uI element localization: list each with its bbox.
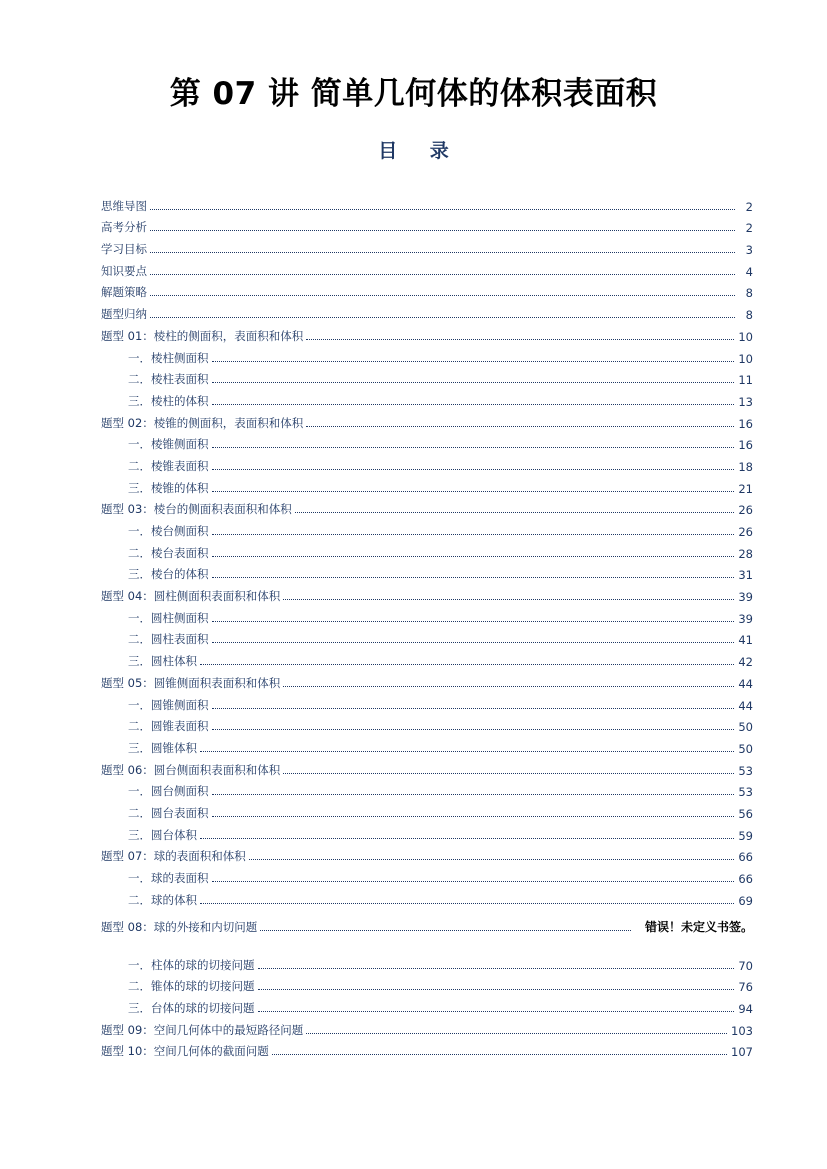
toc-entry[interactable] bbox=[101, 647, 753, 669]
toc-leader-dots bbox=[212, 881, 735, 882]
toc-entry-label[interactable]: 解题策略 bbox=[101, 285, 147, 300]
toc-leader-dots bbox=[212, 469, 735, 470]
toc-entry[interactable] bbox=[101, 300, 753, 322]
toc-entry-label[interactable]: 二．棱柱表面积 bbox=[128, 372, 209, 387]
toc-entry[interactable] bbox=[101, 864, 753, 886]
toc-entry[interactable] bbox=[101, 496, 753, 518]
toc-entry[interactable] bbox=[101, 994, 753, 1016]
toc-entry-page: 70 bbox=[738, 958, 753, 973]
toc-leader-dots bbox=[212, 708, 735, 709]
toc-entry[interactable] bbox=[101, 935, 753, 973]
toc-leader-dots bbox=[212, 534, 735, 535]
toc-entry[interactable] bbox=[101, 257, 753, 279]
toc-entry-page: 2 bbox=[745, 199, 753, 214]
toc-entry[interactable] bbox=[101, 908, 753, 935]
toc-entry-label[interactable]: 思维导图 bbox=[101, 198, 147, 213]
toc-entry[interactable] bbox=[101, 582, 753, 604]
toc-leader-dots bbox=[249, 859, 735, 860]
toc-entry-label[interactable]: 题型 09：空间几何体中的最短路径问题 bbox=[101, 1022, 304, 1037]
toc-leader-dots bbox=[212, 577, 735, 578]
toc-entry-page: 26 bbox=[738, 503, 753, 518]
toc-entry[interactable] bbox=[101, 387, 753, 409]
toc-entry-page: 2 bbox=[745, 221, 753, 236]
toc-entry[interactable] bbox=[101, 409, 753, 431]
toc-entry-page: 39 bbox=[738, 611, 753, 626]
toc-entry[interactable] bbox=[101, 344, 753, 366]
toc-entry-label[interactable]: 二．圆台表面积 bbox=[128, 805, 209, 820]
toc-leader-dots bbox=[258, 968, 735, 969]
toc-leader-dots bbox=[260, 930, 631, 931]
toc-entry-label[interactable]: 二．棱锥表面积 bbox=[128, 458, 209, 473]
toc-entry-label[interactable]: 题型 05：圆锥侧面积表面积和体积 bbox=[101, 675, 281, 690]
toc-entry-label[interactable]: 一．棱台侧面积 bbox=[128, 524, 209, 538]
toc-entry-label[interactable]: 题型归纳 bbox=[101, 307, 147, 322]
toc-leader-dots bbox=[283, 686, 734, 687]
toc-entry[interactable] bbox=[101, 973, 753, 995]
toc-leader-dots bbox=[272, 1054, 727, 1055]
toc-entry[interactable] bbox=[101, 691, 753, 713]
toc-entry[interactable] bbox=[101, 1038, 753, 1060]
toc-entry-page: 11 bbox=[738, 373, 753, 388]
toc-entry-page: 21 bbox=[738, 481, 753, 496]
toc-leader-dots bbox=[212, 447, 735, 448]
toc-entry-label[interactable]: 题型 04：圆柱侧面积表面积和体积 bbox=[101, 589, 281, 604]
toc-leader-dots bbox=[306, 339, 734, 340]
table-of-contents bbox=[101, 192, 753, 1059]
toc-entry-label[interactable]: 一．柱体的球的切接问题 bbox=[128, 957, 255, 972]
toc-entry-label[interactable]: 题型 07：球的表面积和体积 bbox=[101, 849, 246, 864]
toc-entry-label[interactable]: 知识要点 bbox=[101, 263, 147, 278]
toc-entry-page: 3 bbox=[745, 243, 753, 258]
toc-entry-label[interactable]: 一．圆台侧面积 bbox=[128, 784, 209, 799]
toc-leader-dots bbox=[212, 794, 735, 795]
toc-entry-page: 44 bbox=[738, 698, 753, 713]
toc-entry-label[interactable]: 高考分析 bbox=[101, 220, 147, 235]
toc-entry-page: 10 bbox=[738, 351, 753, 366]
toc-entry-page: 66 bbox=[738, 872, 753, 886]
toc-entry-page: 39 bbox=[738, 590, 753, 605]
toc-entry[interactable] bbox=[101, 279, 753, 301]
toc-leader-dots bbox=[200, 838, 734, 839]
toc-entry-label[interactable]: 二．球的体积 bbox=[128, 892, 197, 907]
toc-leader-dots bbox=[212, 382, 735, 383]
toc-entry-label[interactable]: 学习目标 bbox=[101, 242, 147, 257]
toc-entry-page: 8 bbox=[745, 286, 753, 301]
toc-entry[interactable] bbox=[101, 322, 753, 344]
toc-entry-page: 42 bbox=[738, 655, 753, 670]
toc-entry-page: 103 bbox=[731, 1023, 753, 1038]
toc-entry-page: 59 bbox=[738, 828, 753, 843]
toc-entry-page: 94 bbox=[738, 1002, 753, 1017]
toc-leader-dots bbox=[295, 512, 735, 513]
toc-entry-page: 53 bbox=[738, 785, 753, 800]
toc-entry-page: 16 bbox=[738, 438, 753, 453]
toc-entry-page: 13 bbox=[738, 394, 753, 409]
toc-leader-dots bbox=[200, 751, 734, 752]
toc-entry[interactable] bbox=[101, 431, 753, 453]
toc-entry-page: 76 bbox=[738, 980, 753, 995]
toc-entry-label[interactable]: 题型 01：棱柱的侧面积，表面积和体积 bbox=[101, 328, 304, 343]
toc-entry[interactable] bbox=[101, 713, 753, 735]
toc-entry-page: 26 bbox=[738, 525, 753, 539]
toc-leader-dots bbox=[258, 1011, 735, 1012]
toc-entry[interactable] bbox=[101, 821, 753, 843]
toc-leader-dots bbox=[212, 491, 735, 492]
toc-leader-dots bbox=[200, 903, 734, 904]
toc-entry[interactable] bbox=[101, 604, 753, 626]
toc-leader-dots bbox=[150, 317, 735, 318]
toc-leader-dots bbox=[212, 404, 735, 405]
toc-leader-dots bbox=[150, 230, 735, 231]
toc-entry-label[interactable]: 二．圆柱表面积 bbox=[128, 632, 209, 647]
toc-entry-label[interactable]: 一．棱柱侧面积 bbox=[128, 350, 209, 365]
toc-entry-page: 50 bbox=[738, 720, 753, 735]
toc-entry-label[interactable]: 三．台体的球的切接问题 bbox=[128, 1001, 255, 1016]
toc-leader-dots bbox=[200, 664, 734, 665]
toc-entry[interactable] bbox=[101, 366, 753, 388]
toc-entry-label[interactable]: 三．棱柱的体积 bbox=[128, 393, 209, 408]
toc-entry-label[interactable]: 一．球的表面积 bbox=[128, 871, 209, 885]
toc-entry[interactable] bbox=[101, 517, 753, 539]
toc-entry-page: 107 bbox=[731, 1045, 753, 1060]
toc-entry[interactable] bbox=[101, 669, 753, 691]
toc-entry-label[interactable]: 题型 08：球的外接和内切问题 bbox=[101, 919, 258, 934]
toc-entry-label[interactable]: 三．圆锥体积 bbox=[128, 740, 197, 755]
toc-leader-dots bbox=[306, 426, 734, 427]
toc-leader-dots bbox=[212, 642, 735, 643]
toc-leader-dots bbox=[283, 599, 734, 600]
toc-entry-label[interactable]: 题型 02：棱锥的侧面积，表面积和体积 bbox=[101, 415, 304, 430]
toc-entry-label[interactable]: 三．棱锥的体积 bbox=[128, 480, 209, 495]
toc-entry-page: 8 bbox=[745, 308, 753, 323]
toc-entry-label[interactable]: 三．圆柱体积 bbox=[128, 654, 197, 669]
toc-entry[interactable] bbox=[101, 192, 753, 214]
toc-entry-page: 18 bbox=[738, 459, 753, 474]
toc-leader-dots bbox=[150, 252, 735, 253]
toc-entry[interactable] bbox=[101, 474, 753, 496]
toc-entry[interactable] bbox=[101, 1016, 753, 1038]
toc-entry-page: 66 bbox=[738, 850, 753, 865]
toc-entry-label[interactable]: 一．圆柱侧面积 bbox=[128, 610, 209, 625]
toc-entry-page: 错误！未定义书签。 bbox=[644, 919, 753, 934]
toc-entry[interactable] bbox=[101, 799, 753, 821]
toc-entry-page: 56 bbox=[738, 806, 753, 821]
toc-entry-label[interactable]: 二．圆锥表面积 bbox=[128, 719, 209, 734]
toc-entry-page: 53 bbox=[738, 763, 753, 778]
toc-entry[interactable] bbox=[101, 539, 753, 561]
toc-entry[interactable] bbox=[101, 756, 753, 778]
toc-leader-dots bbox=[212, 816, 735, 817]
toc-entry-label[interactable]: 一．棱锥侧面积 bbox=[128, 437, 209, 452]
toc-entry-page: 4 bbox=[745, 264, 753, 279]
toc-entry[interactable] bbox=[101, 778, 753, 800]
toc-entry[interactable] bbox=[101, 843, 753, 865]
toc-entry-page: 28 bbox=[738, 546, 753, 561]
toc-entry-page: 31 bbox=[738, 568, 753, 583]
toc-entry[interactable] bbox=[101, 626, 753, 648]
toc-entry[interactable] bbox=[101, 214, 753, 236]
toc-entry-page: 44 bbox=[738, 676, 753, 691]
toc-leader-dots bbox=[258, 989, 735, 990]
document-title: 第 07 讲 简单几何体的体积表面积 bbox=[169, 76, 658, 112]
toc-leader-dots bbox=[212, 556, 735, 557]
toc-entry[interactable] bbox=[101, 235, 753, 257]
toc-entry-page: 16 bbox=[738, 416, 753, 431]
toc-leader-dots bbox=[150, 295, 735, 296]
toc-leader-dots bbox=[212, 621, 735, 622]
toc-entry-page: 69 bbox=[738, 893, 753, 908]
toc-entry-page: 50 bbox=[738, 741, 753, 756]
toc-leader-dots bbox=[306, 1033, 727, 1034]
toc-leader-dots bbox=[212, 361, 735, 362]
toc-entry-label[interactable]: 二．棱台表面积 bbox=[128, 545, 209, 560]
toc-leader-dots bbox=[150, 209, 735, 210]
toc-entry[interactable] bbox=[101, 734, 753, 756]
toc-entry-label[interactable]: 三．棱台的体积 bbox=[128, 567, 209, 582]
toc-leader-dots bbox=[283, 773, 734, 774]
toc-leader-dots bbox=[212, 729, 735, 730]
toc-entry[interactable] bbox=[101, 561, 753, 583]
toc-entry-label[interactable]: 题型 03：棱台的侧面积表面积和体积 bbox=[101, 502, 292, 517]
toc-entry-label[interactable]: 题型 10：空间几何体的截面问题 bbox=[101, 1044, 269, 1059]
toc-entry-label[interactable]: 三．圆台体积 bbox=[128, 827, 197, 842]
toc-entry[interactable] bbox=[101, 886, 753, 908]
toc-entry-page: 10 bbox=[738, 329, 753, 344]
toc-entry-label[interactable]: 一．圆锥侧面积 bbox=[128, 697, 209, 712]
toc-entry-label[interactable]: 二．锥体的球的切接问题 bbox=[128, 979, 255, 994]
toc-entry-label[interactable]: 题型 06：圆台侧面积表面积和体积 bbox=[101, 762, 281, 777]
toc-entry[interactable] bbox=[101, 452, 753, 474]
toc-entry-page: 41 bbox=[738, 633, 753, 648]
toc-leader-dots bbox=[150, 274, 735, 275]
toc-heading: 目 录 bbox=[378, 140, 449, 162]
